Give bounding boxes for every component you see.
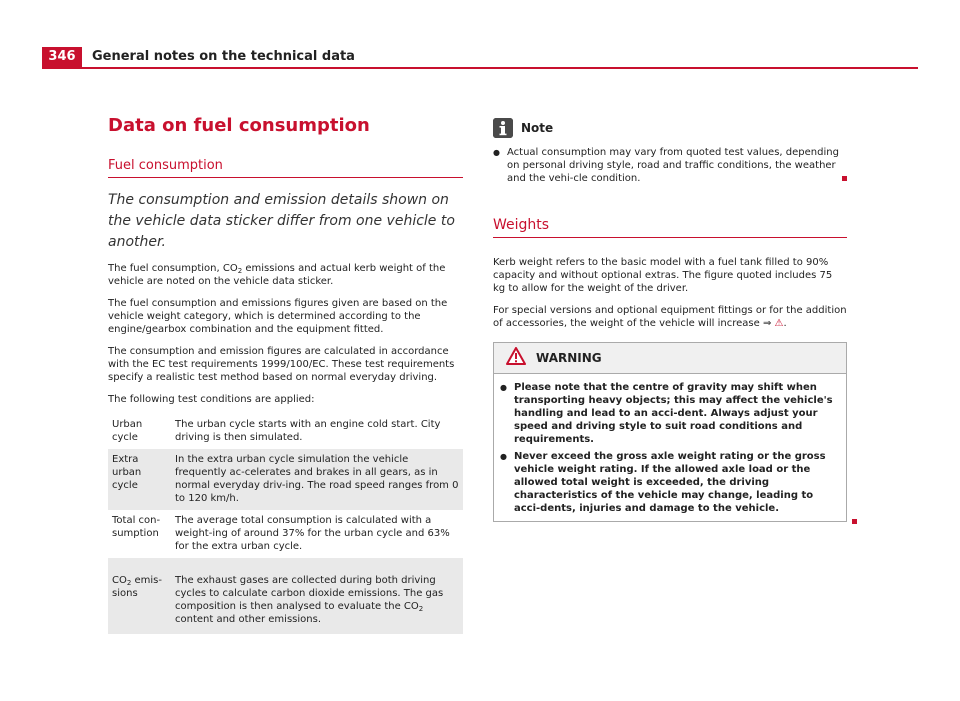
- weights-heading: Weights: [493, 217, 847, 238]
- table-row: [108, 414, 463, 449]
- note-header: [493, 118, 847, 138]
- right-column: [493, 118, 847, 522]
- weights-paragraph-1: Kerb weight refers to the basic model with a fuel tank filled to 90% capacity and without optional extras. The figure quoted includes 75 kg to allow for the weight of the driver.: [493, 257, 833, 294]
- row-value: The urban cycle starts with an engine cold start. City driving is then simulated.: [175, 419, 441, 443]
- row-key: Extra urban cycle: [108, 449, 171, 510]
- left-column: [108, 115, 463, 634]
- warning-triangle-icon: ⚠: [774, 318, 784, 329]
- row-value: The average total consumption is calculated with a weight-ing of around 37% for the urban cycle and 63% for the extra urban cycle.: [175, 515, 450, 552]
- subsection-heading: Fuel consumption: [108, 158, 463, 178]
- end-marker-icon: [852, 519, 857, 524]
- weights-paragraph-2: For special versions and optional equipment fittings or for the addition of accessories, the weight of the vehicle will increase ⇒ ⚠.: [493, 305, 847, 329]
- row-value: In the extra urban cycle simulation the vehicle frequently ac-celerates and brakes in all gears, as in normal everyday driv-ing. The road speed ranges from 0 to 120 km/h.: [171, 449, 463, 510]
- paragraph-3: The consumption and emission figures are calculated in accordance with the EC test requirements 1999/100/EC. These test requirements specify a realistic test method based on normal everyday driving.: [108, 346, 455, 383]
- row-key: Total con-sumption: [112, 515, 161, 539]
- note-label: Note: [521, 121, 554, 135]
- page-number: 346: [42, 47, 82, 67]
- row-key: $CO_2$ emis-sions: [108, 558, 171, 634]
- intro-text: The consumption and emission details shown on the vehicle data sticker differ from one vehicle to another.: [108, 192, 455, 250]
- page-header: [42, 47, 918, 69]
- end-marker-icon: [842, 176, 847, 181]
- warning-icon: [506, 347, 526, 369]
- table-row: [108, 510, 463, 558]
- warning-item: ● Please note that the centre of gravity may shift when transporting heavy objects; this may affect the vehicle's handling and lead to an acci-dent. Always adjust your speed and driving style to suit road conditions and requirements.: [500, 381, 840, 446]
- warning-body: [494, 374, 846, 521]
- header-title: General notes on the technical data: [92, 49, 355, 64]
- test-conditions-table: [108, 414, 463, 634]
- warning-box: [493, 342, 847, 522]
- row-value: The exhaust gases are collected during both driving cycles to calculate carbon dioxide emissions. The gas composition is then analysed to evaluate the $CO_2$ content and other emissions.: [171, 558, 463, 634]
- table-row: [108, 449, 463, 510]
- section-heading: Data on fuel consumption: [108, 115, 370, 136]
- warning-label: WARNING: [536, 351, 602, 365]
- warning-header: [494, 343, 846, 374]
- warning-item: ● Never exceed the gross axle weight rating or the gross vehicle weight rating. If the allowed axle load or the allowed total weight is exceeded, the driving characteristics of the vehicle may change, leading to acci-dents, injuries and damage to the vehicle.: [500, 450, 840, 515]
- info-icon: [493, 118, 513, 138]
- paragraph-2: The fuel consumption and emissions figures given are based on the vehicle weight category, which is determined according to the engine/gearbox combination and the equipment fitted.: [108, 298, 448, 335]
- row-key: Urban cycle: [112, 419, 143, 443]
- table-row: [108, 558, 463, 634]
- paragraph-4: The following test conditions are applied:: [108, 394, 315, 405]
- paragraph-1: The fuel consumption, $CO_2$ emissions and actual kerb weight of the vehicle are noted on the vehicle data sticker.: [108, 263, 446, 287]
- note-text: ● Actual consumption may vary from quoted test values, depending on personal driving style, road and traffic conditions, the weather and the vehi-cle condition.: [493, 146, 847, 185]
